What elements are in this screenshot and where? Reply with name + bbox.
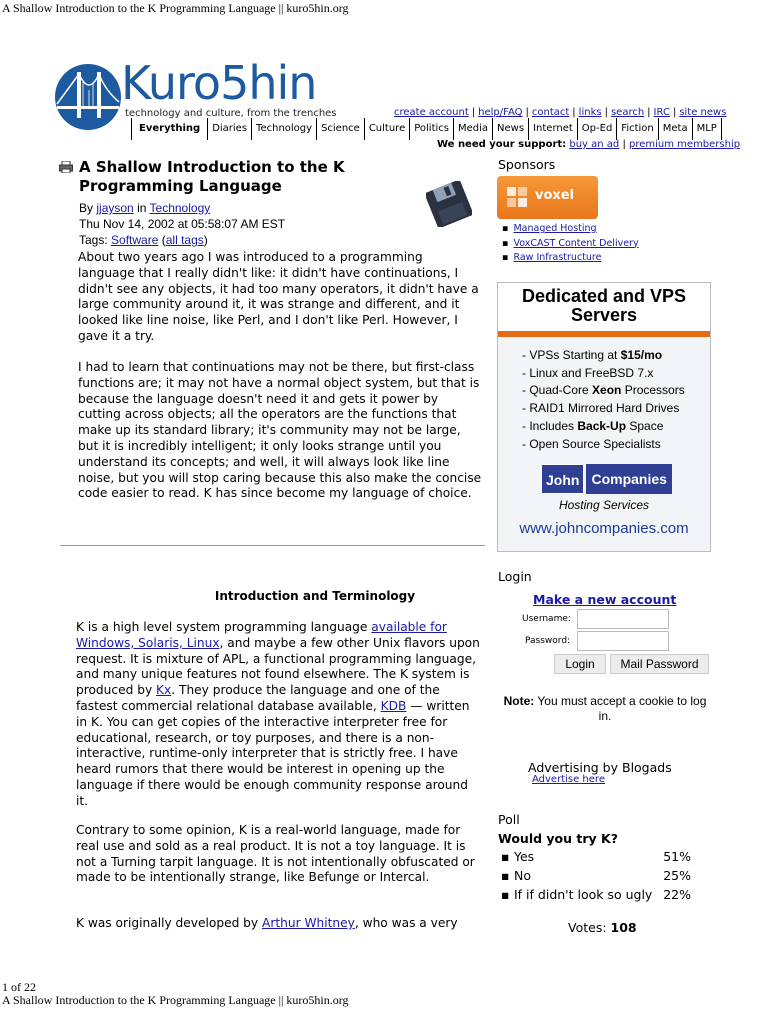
- site-name: Kuro5hin: [121, 56, 317, 110]
- support-label: We need your support:: [437, 139, 567, 150]
- sponsors-heading: Sponsors: [498, 157, 556, 172]
- poll-option[interactable]: ▪ Yes 51%: [501, 849, 691, 864]
- note-text: You must accept a cookie to log in.: [534, 694, 707, 723]
- nav-diaries[interactable]: Diaries: [207, 118, 251, 140]
- kx-link[interactable]: Kx: [156, 683, 172, 698]
- nav-op-ed[interactable]: Op-Ed: [577, 118, 617, 140]
- search-link[interactable]: search: [610, 107, 645, 118]
- hosting-ad[interactable]: [497, 282, 711, 552]
- ad-headline: Dedicated and VPS Servers: [521, 286, 687, 325]
- voxel-logo-icon: [507, 187, 527, 207]
- username-label: Username:: [522, 614, 571, 624]
- note-label: Note:: [503, 694, 535, 708]
- voxel-banner[interactable]: [497, 176, 598, 219]
- body-paragraph-2: Contrary to some opinion, K is a real-world language, made for real use and sold as a real product. It is not a toy language. It is not a Turning tarpit language. It is not intentionally obfuscated or made to be intentionally strange, like Befunge or Intercal.: [76, 823, 475, 885]
- section-heading: Introduction and Terminology: [214, 589, 416, 603]
- help-faq-link[interactable]: help/FAQ: [478, 107, 523, 118]
- tags-line: Tags: Software (all tags): [79, 233, 208, 247]
- managed-hosting-link[interactable]: Managed Hosting: [513, 223, 597, 234]
- password-label: Password:: [525, 636, 571, 646]
- login-heading: Login: [498, 569, 532, 584]
- bridge-logo-icon: [53, 62, 123, 132]
- top-links: create account | help/FAQ | contact | links | search | IRC | site news: [394, 107, 727, 118]
- author-link[interactable]: jjayson: [96, 201, 134, 215]
- poll-question: Would you try K?: [498, 831, 618, 846]
- poll-option[interactable]: ▪ If if didn't look so ugly 22%: [501, 887, 691, 902]
- raw-infrastructure-link[interactable]: Raw Infrastructure: [513, 252, 602, 263]
- article-title: A Shallow Introduction to the K Programming Language: [79, 158, 345, 195]
- print-footer-title: A Shallow Introduction to the K Programming Language || kuro5hin.org: [2, 993, 349, 1007]
- print-page-number: 1 of 22: [2, 980, 36, 994]
- nav-media[interactable]: Media: [453, 118, 492, 140]
- ad-url: www.johncompanies.com: [519, 520, 689, 537]
- site-news-link[interactable]: site news: [679, 107, 727, 118]
- sponsor-item: [502, 222, 639, 237]
- ad-feature: - Includes Back-Up Space: [522, 418, 664, 433]
- cookie-note: [500, 694, 710, 724]
- voxel-label: voxel: [535, 188, 575, 203]
- printer-icon[interactable]: [59, 161, 73, 173]
- body-paragraph-1: K is a high level system programming language available for Windows, Solaris, Linux, and maybe a few other Unix flavors upon request. It is mixture of APL, a functional programming language, and many unique features not found elsewhere. The K system is produced by Kx. They produce the language and one of the fastest commercial relational database available, KDB — written in K. You can get copies of the interactive interpreter free for educational, research, or toy purposes, and there is a non-interactive, runtime-only interpreter that is strictly free. I have heard rumors that there would be interest in opening up the language if there would be enough community response around it.: [76, 620, 480, 808]
- site-tagline: technology and culture, from the trenches: [125, 108, 337, 119]
- john-companies-logo: [541, 464, 672, 494]
- article-date: Thu Nov 14, 2002 at 05:58:07 AM EST: [79, 217, 286, 231]
- nav-technology[interactable]: Technology: [251, 118, 316, 140]
- kdb-link[interactable]: KDB: [380, 698, 407, 713]
- nav-mlp[interactable]: MLP: [692, 118, 722, 140]
- contact-link[interactable]: contact: [531, 107, 570, 118]
- tags-label: Tags:: [79, 233, 108, 247]
- logo-companies: Companies: [586, 464, 671, 494]
- section-link[interactable]: Technology: [149, 201, 211, 215]
- in-label: in: [137, 201, 147, 215]
- arthur-whitney-link[interactable]: Arthur Whitney: [262, 916, 355, 930]
- ad-feature: - RAID1 Mirrored Hard Drives: [522, 401, 680, 416]
- body-paragraph-3: K was originally developed by Arthur Whitney, who was a very: [76, 916, 458, 930]
- by-label: By: [79, 201, 94, 215]
- floppy-disk-icon: [426, 181, 472, 227]
- nav-culture[interactable]: Culture: [364, 118, 409, 140]
- article-meta: [79, 200, 285, 248]
- ad-feature-list: [522, 347, 685, 453]
- ad-feature: - VPSs Starting at $15/mo: [522, 348, 663, 362]
- nav-internet[interactable]: Internet: [528, 118, 577, 140]
- nav-science[interactable]: Science: [316, 118, 364, 140]
- print-header-title: A Shallow Introduction to the K Programming Language || kuro5hin.org: [2, 1, 349, 15]
- support-separator: |: [622, 139, 626, 150]
- links-link[interactable]: links: [578, 107, 602, 118]
- poll-option[interactable]: ▪ No 25%: [501, 868, 691, 883]
- intro-paragraph-2: I had to learn that continuations may not be there, but first-class functions are; it may not have a normal object system, but that is because the language doesn't need it and gets it power by cutting across objects; all the operators are the functions that make up its standard library; it's community may not be large, but it is incredibly intelligent; it only looks strange until you understand its concepts; and well, it will always look like line noise, but you will stop caring because this also make the concise code easier to read. K has since become my language of choice.: [78, 360, 482, 501]
- platforms-link[interactable]: available for Windows, Solaris, Linux: [76, 620, 447, 650]
- intro-paragraph-1: About two years ago I was introduced to a programming language that I really didn't like: it didn't have continuations, I didn't see any objects, it had too many operators, it didn't have a large community around it, it was strange and different, and it looked like line noise, like Perl, and I don't like Perl. However, I gave it a try.: [78, 250, 479, 343]
- sponsor-links: [502, 222, 639, 266]
- category-nav: [131, 118, 722, 140]
- mail-password-button[interactable]: Mail Password: [610, 654, 709, 674]
- create-account-link[interactable]: create account: [394, 107, 469, 118]
- nav-meta[interactable]: Meta: [658, 118, 692, 140]
- login-button[interactable]: Login: [554, 654, 606, 674]
- ad-feature: - Quad-Core Xeon Processors: [522, 383, 685, 398]
- ad-subtitle: Hosting Services: [558, 498, 650, 512]
- irc-link[interactable]: IRC: [653, 107, 670, 118]
- site-logo[interactable]: [53, 56, 343, 122]
- ad-feature: - Open Source Specialists: [522, 436, 661, 451]
- divider: [60, 545, 485, 546]
- all-tags-link[interactable]: all tags: [165, 233, 204, 247]
- advertising-label: Advertising by Blogads: [528, 760, 672, 775]
- nav-politics[interactable]: Politics: [409, 118, 453, 140]
- poll-votes: Votes: 108: [568, 920, 637, 935]
- premium-membership-link[interactable]: premium membership: [629, 139, 741, 150]
- ad-feature: - Linux and FreeBSD 7.x: [522, 365, 654, 380]
- sponsor-item: [502, 237, 639, 252]
- voxcast-link[interactable]: VoxCAST Content Delivery: [513, 237, 639, 249]
- logo-john: John: [541, 464, 584, 494]
- make-account-link[interactable]: Make a new account: [533, 592, 677, 607]
- username-input[interactable]: [577, 609, 669, 629]
- nav-fiction[interactable]: Fiction: [616, 118, 657, 140]
- sponsor-item: [502, 251, 639, 266]
- nav-everything[interactable]: Everything: [131, 118, 207, 140]
- nav-news[interactable]: News: [492, 118, 528, 140]
- advertise-here-link[interactable]: Advertise here: [532, 774, 605, 785]
- buy-ad-link[interactable]: buy an ad: [569, 139, 620, 150]
- byline: [79, 200, 285, 216]
- support-line: [437, 139, 740, 150]
- tag-software-link[interactable]: Software: [111, 233, 159, 247]
- password-input[interactable]: [577, 631, 669, 651]
- poll-heading: Poll: [498, 812, 520, 827]
